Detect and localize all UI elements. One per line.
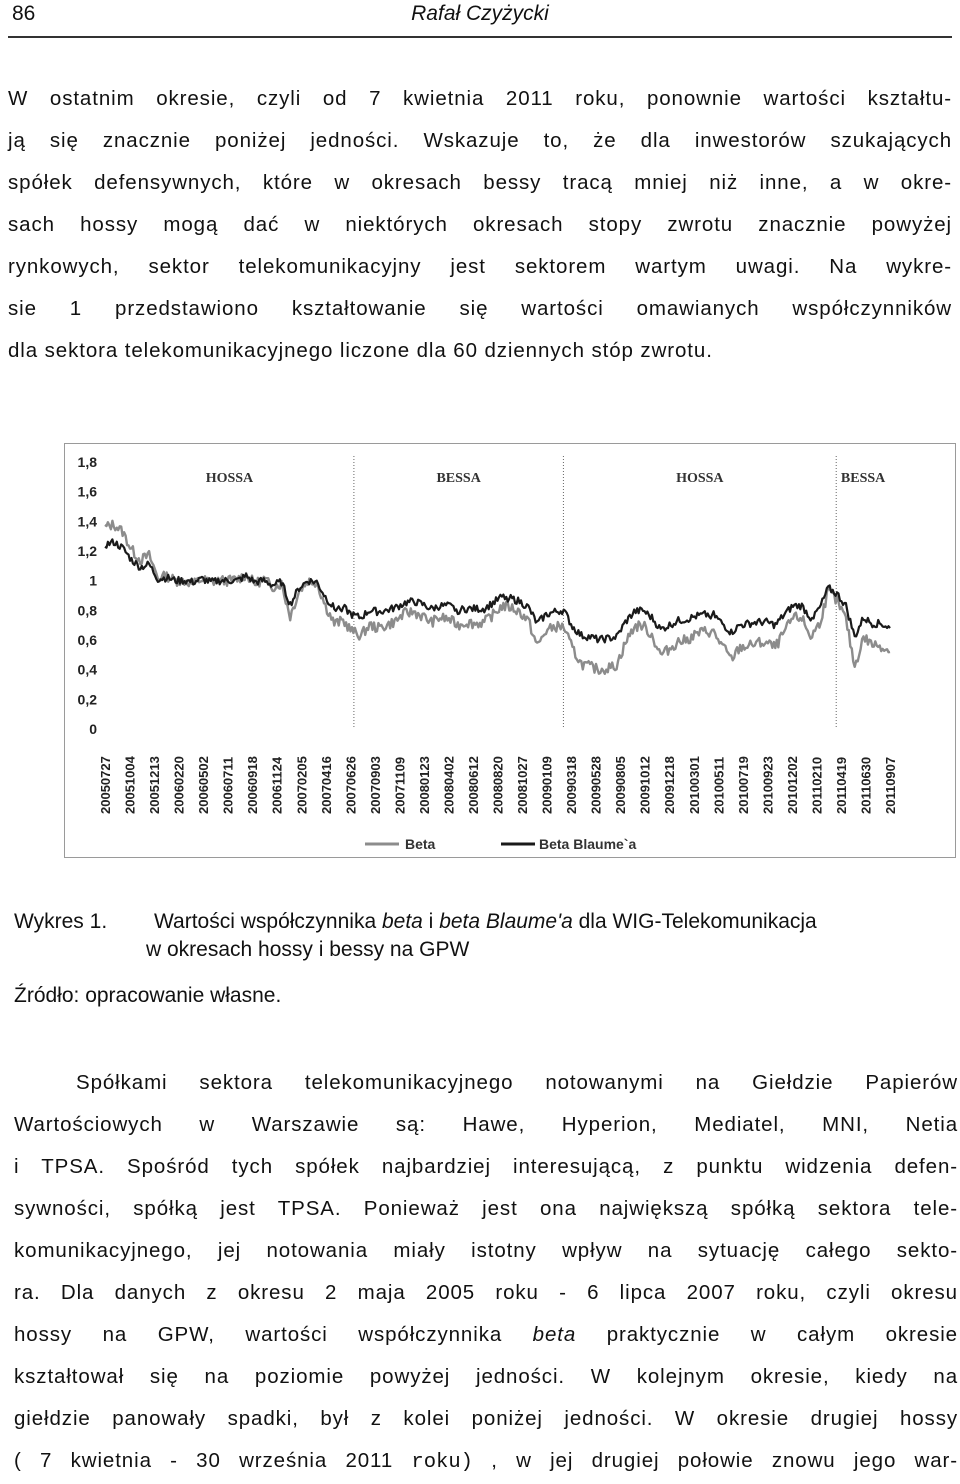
x-tick-label: 20110210: [809, 756, 825, 814]
x-tick-label: 20100923: [760, 756, 776, 814]
paragraph-line: W ostatnim okresie, czyli od 7 kwietnia 2011 roku, ponownie wartości kształtu-: [8, 87, 952, 110]
x-tick-label: 20060918: [245, 756, 261, 814]
x-tick-label: 20070903: [367, 756, 383, 814]
x-tick-label: 20091218: [662, 756, 678, 814]
caption-label: Wykres 1.: [14, 910, 108, 933]
x-tick-label: 20100301: [686, 756, 702, 814]
period-label: HOSSA: [676, 471, 724, 486]
y-tick-label: 1,4: [77, 513, 97, 530]
caption-line-2: w okresach hossy i bessy na GPW: [146, 938, 470, 961]
legend-label: Beta: [405, 836, 436, 852]
paragraph-line: kształtował się na poziomie powyżej jedności. W kolejnym okresie, kiedy na: [14, 1365, 958, 1388]
x-tick-label: 20110907: [883, 756, 898, 814]
caption-text: i: [422, 910, 440, 933]
x-tick-label: 20060711: [220, 756, 236, 814]
x-tick-label: 20061124: [269, 756, 285, 814]
paragraph-line: Wartościowych w Warszawie są: Hawe, Hyperion, Mediatel, MNI, Netia: [14, 1113, 958, 1136]
y-tick-label: 0,4: [77, 661, 97, 678]
paragraph-line: ra. Dla danych z okresu 2 maja 2005 roku - 6 lipca 2007 roku, czyli okresu: [14, 1281, 958, 1304]
paragraph-1: [8, 78, 952, 372]
paragraph-line: giełdzie panowały spadki, był z kolei poniżej jedności. W okresie drugiej hossy: [14, 1407, 958, 1430]
legend-label: Beta Blaume`a: [539, 836, 637, 852]
x-tick-label: 20100719: [735, 756, 751, 814]
x-tick-label: 20081027: [515, 756, 531, 814]
figure-source: Źródło: opracowanie własne.: [14, 984, 282, 1007]
x-tick-label: 20110419: [833, 756, 849, 814]
x-tick-label: 20080402: [441, 756, 457, 814]
x-tick-label: 20090109: [539, 756, 555, 814]
beta-line: [105, 521, 890, 674]
x-tick-label: 20080123: [416, 756, 432, 814]
x-tick-label: 20060220: [171, 756, 187, 814]
paragraph-line: komunikacyjnego, jej notowania miały istotny wpływ na sytuację całego sekto-: [14, 1239, 958, 1262]
text-run: roku): [411, 1451, 473, 1474]
chart-frame: [64, 443, 956, 858]
x-tick-label: 20080612: [465, 756, 481, 814]
paragraph-line: rynkowych, sektor telekomunikacyjny jest sektorem wartym uwagi. Na wykre-: [8, 255, 952, 278]
italic-beta: beta: [532, 1323, 577, 1346]
x-tick-label: 20091012: [637, 756, 653, 814]
paragraph-line: dla sektora telekomunikacyjnego liczone dla 60 dziennych stóp zwrotu.: [8, 339, 713, 362]
x-tick-label: 20051213: [147, 756, 163, 814]
text-run: hossy na GPW, wartości współczynnika: [14, 1323, 533, 1346]
paragraph-line: spółek defensywnych, które w okresach bessy tracą mniej niż inne, a w okre-: [8, 171, 952, 194]
page-number: 86: [12, 2, 36, 25]
paragraph-line: sywności, spółką jest TPSA. Ponieważ jest ona największą spółką sektora tele-: [14, 1197, 958, 1220]
x-tick-label: 20071109: [392, 756, 408, 814]
x-tick-label: 20090318: [564, 756, 580, 814]
x-tick-label: 20070205: [294, 756, 310, 814]
paragraph-line: ją się znacznie poniżej jedności. Wskazuje to, że dla inwestorów szukających: [8, 129, 952, 152]
text-run: praktycznie w całym okresie: [576, 1323, 958, 1346]
text-run: , w jej drugiej połowie znowu jego war-: [472, 1449, 958, 1472]
y-tick-label: 1,6: [77, 483, 97, 500]
caption-beta: beta: [381, 910, 423, 933]
period-label: BESSA: [840, 471, 886, 486]
text-run: ( 7 kwietnia - 30 września 2011: [14, 1449, 412, 1472]
header-rule: [8, 36, 952, 38]
paragraph-line: i TPSA. Spośród tych spółek najbardziej interesującą, z punktu widzenia defen-: [14, 1155, 958, 1178]
x-tick-label: 20070416: [318, 756, 334, 814]
x-tick-label: 20100511: [711, 756, 727, 814]
y-tick-label: 0,6: [77, 632, 97, 648]
figure-caption: [14, 908, 958, 964]
caption-text: dla WIG-Telekomunikacja: [572, 910, 817, 933]
paragraph-line: [14, 1314, 958, 1356]
x-tick-label: 20050727: [98, 756, 113, 814]
y-tick-label: 0,2: [77, 691, 97, 708]
x-tick-label: 20080820: [490, 756, 506, 814]
period-label: BESSA: [436, 471, 481, 486]
running-head-author: Rafał Czyżycki: [411, 2, 549, 25]
x-tick-label: 20070626: [343, 756, 359, 814]
caption-line-1: [14, 908, 958, 936]
paragraph-line: [14, 1440, 958, 1482]
beta-blaume-line: [105, 539, 890, 642]
paragraph-line: sach hossy mogą dać w niektórych okresach stopy zwrotu znacznie powyżej: [8, 213, 952, 236]
paragraph-line: sie 1 przedstawiono kształtowanie się wartości omawianych współczynników: [8, 297, 952, 320]
paragraph-line: Spółkami sektora telekomunikacyjnego notowanymi na Giełdzie Papierów: [76, 1071, 958, 1094]
x-tick-label: 20051004: [122, 756, 138, 814]
page-header: [0, 0, 960, 34]
x-tick-label: 20110630: [858, 756, 874, 814]
y-tick-label: 1: [89, 572, 97, 589]
beta-chart: [65, 444, 955, 857]
caption-beta-blaume: beta Blaume'a: [439, 910, 573, 933]
x-tick-label: 20090528: [588, 756, 604, 814]
y-tick-label: 0,8: [77, 602, 97, 619]
x-tick-label: 20101202: [784, 756, 800, 814]
caption-text: Wartości współczynnika: [154, 910, 382, 933]
x-tick-label: 20090805: [613, 756, 629, 814]
period-label: HOSSA: [205, 471, 254, 486]
y-tick-label: 1,8: [77, 454, 97, 470]
paragraph-2: [14, 1062, 958, 1482]
x-tick-label: 20060502: [196, 756, 212, 814]
y-tick-label: 0: [89, 721, 97, 737]
y-tick-label: 1,2: [77, 543, 97, 559]
